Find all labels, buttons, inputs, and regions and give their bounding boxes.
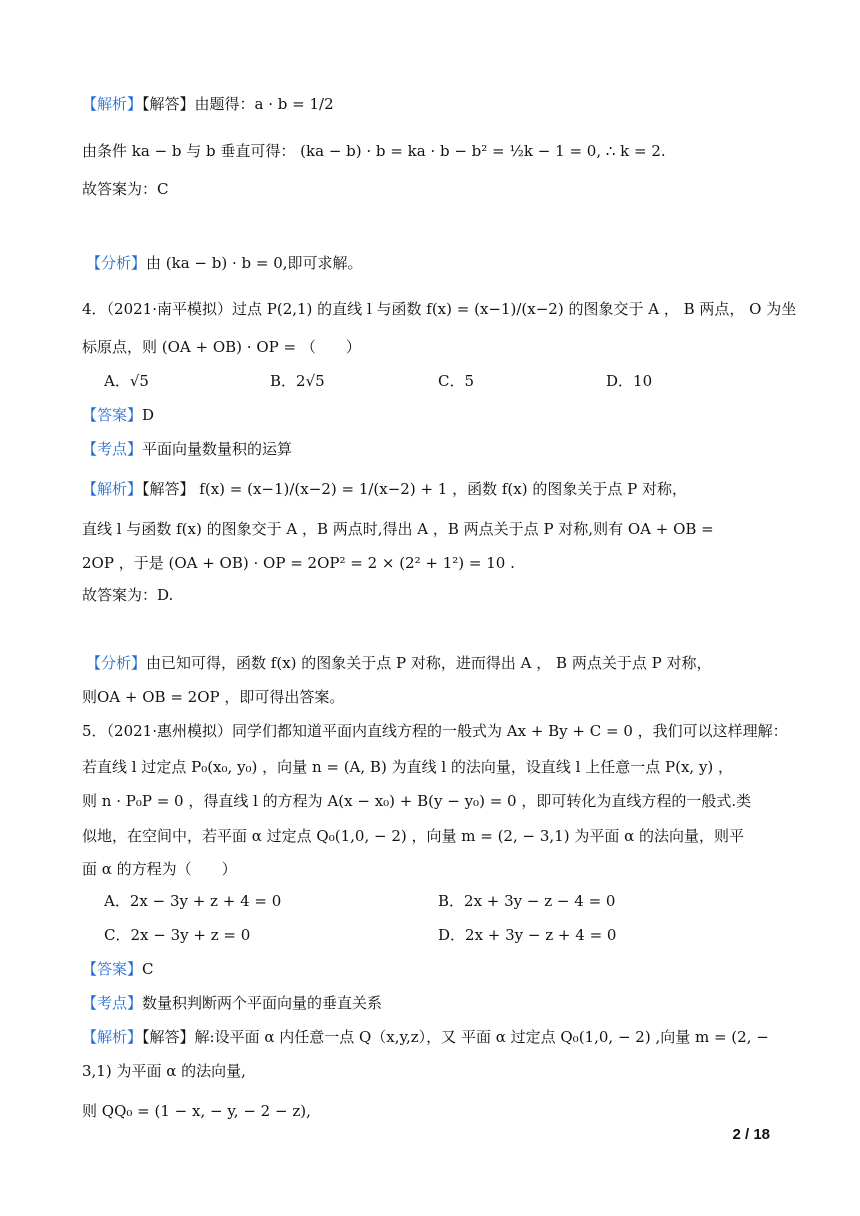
q5-stem-line-4: 似地，在空间中，若平面 α 过定点 Q₀(1,0, − 2) ，向量 m = (2, − 3,1) 为平面 α 的法向量，则平 — [82, 827, 744, 845]
q4-option-b: B．2√5 — [270, 372, 325, 390]
q5-stem-line-2: 若直线 l 过定点 P₀(x₀, y₀) ，向量 n = (A, B) 为直线 l 的法向量，设直线 l 上任意一点 P(x, y) ， — [82, 758, 734, 776]
q5-stem-line-3: 则 n · P₀P = 0 ，得直线 l 的方程为 A(x − x₀) + B(y − y₀) = 0 ，即可转化为直线方程的一般式.类 — [82, 792, 752, 810]
q4-option-a: A．√5 — [104, 372, 149, 390]
q4-solution-line-3: 2OP ，于是 (OA + OB) · OP = 2OP² = 2 × (2² + 1²) = 10 . — [82, 554, 515, 572]
q4-analysis-line-2: 则OA + OB = 2OP ，即可得出答案。 — [82, 688, 345, 706]
q5-option-c: C．2x − 3y + z = 0 — [104, 926, 251, 944]
q5-stem-line-1: 5．（2021·惠州模拟）同学们都知道平面内直线方程的一般式为 Ax + By + C = 0 ，我们可以这样理解： — [82, 722, 788, 740]
q5-solution-line-3: 则 QQ₀ = (1 − x, − y, − 2 − z), — [82, 1102, 311, 1120]
tag-jiexi: 【解析】 — [82, 95, 143, 113]
q4-stem-line-1: 4．（2021·南平模拟）过点 P(2,1) 的直线 l 与函数 f(x) = (x−1)/(x−2) 的图象交于 A ， B 两点， O 为坐 — [82, 300, 797, 318]
q5-answer: 【答案】C — [82, 960, 154, 978]
q5-option-a: A．2x − 3y + z + 4 = 0 — [104, 892, 282, 910]
q4-point: 【考点】平面向量数量积的运算 — [82, 440, 293, 458]
q4-answer: 【答案】D — [82, 406, 155, 424]
q3-solution-line-2: 由条件 ka − b 与 b 垂直可得： (ka − b) · b = ka · b − b² = ½k − 1 = 0, ∴ k = 2. — [82, 142, 666, 160]
q3-solution-line-1: 【解析】【解答】由题得：a · b = 1/2 — [82, 95, 334, 113]
q4-option-c: C．5 — [438, 372, 475, 390]
page-number: 2 / 18 — [732, 1126, 770, 1143]
q3-conclusion: 故答案为：C — [82, 180, 169, 198]
q4-solution-line-2: 直线 l 与函数 f(x) 的图象交于 A ，B 两点时,得出 A ，B 两点关于点 P 对称,则有 OA + OB = — [82, 520, 714, 538]
q5-option-b: B．2x + 3y − z − 4 = 0 — [438, 892, 616, 910]
q3-analysis: 【分析】由 (ka − b) · b = 0,即可求解。 — [86, 254, 363, 272]
q5-option-d: D．2x + 3y − z + 4 = 0 — [438, 926, 617, 944]
q5-stem-line-5: 面 α 的方程为（ ） — [82, 860, 237, 878]
q5-solution-line-1: 【解析】【解答】解:设平面 α 内任意一点 Q（x,y,z），又 平面 α 过定点 Q₀(1,0, − 2) ,向量 m = (2, − — [82, 1028, 769, 1046]
q4-conclusion: 故答案为：D. — [82, 586, 174, 604]
q4-solution-line-1: 【解析】【解答】 f(x) = (x−1)/(x−2) = 1/(x−2) + 1 ，函数 f(x) 的图象关于点 P 对称， — [82, 480, 687, 498]
q4-stem-line-2: 标原点，则 (OA + OB) · OP = （ ） — [82, 338, 361, 356]
q4-option-d: D．10 — [606, 372, 653, 390]
q4-analysis-line-1: 【分析】由已知可得，函数 f(x) 的图象关于点 P 对称，进而得出 A ， B 两点关于点 P 对称， — [86, 654, 712, 672]
q5-point: 【考点】数量积判断两个平面向量的垂直关系 — [82, 994, 383, 1012]
q5-solution-line-2: 3,1) 为平面 α 的法向量, — [82, 1062, 246, 1080]
